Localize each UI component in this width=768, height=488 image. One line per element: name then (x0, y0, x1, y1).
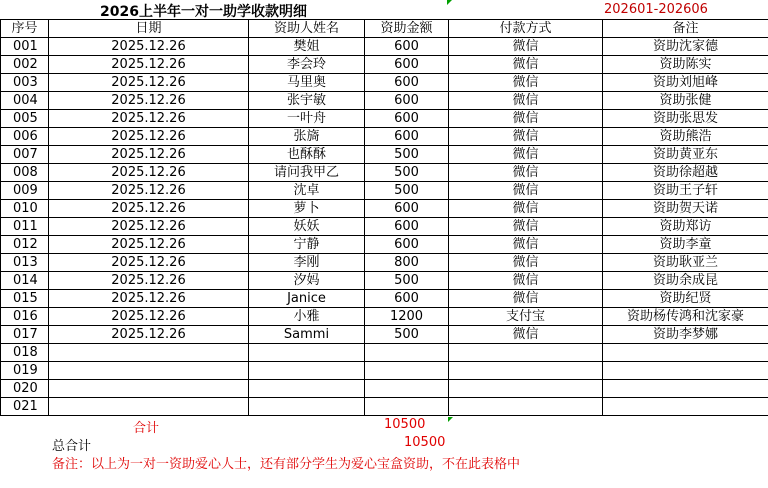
cell-empty[interactable] (249, 380, 365, 398)
cell-name[interactable]: 宁静 (249, 236, 365, 254)
cell-note[interactable]: 资助张健 (603, 92, 768, 110)
donation-table (0, 19, 768, 416)
cell-empty[interactable] (449, 380, 603, 398)
cell-note[interactable]: 资助贺天诺 (603, 200, 768, 218)
cell-note[interactable]: 资助熊浩 (603, 128, 768, 146)
cell-seq[interactable]: 017 (1, 326, 49, 344)
cell-seq[interactable]: 015 (1, 290, 49, 308)
header-amount[interactable]: 资助金额 (365, 20, 449, 38)
cell-amount[interactable]: 600 (365, 236, 449, 254)
cell-method[interactable]: 微信 (449, 236, 603, 254)
cell-note[interactable]: 资助纪贤 (603, 290, 768, 308)
cell-amount[interactable]: 600 (365, 74, 449, 92)
cell-name[interactable]: 马里奥 (249, 74, 365, 92)
table-row (1, 200, 768, 218)
cell-method[interactable]: 微信 (449, 290, 603, 308)
cell-empty[interactable] (365, 362, 449, 380)
table-row (1, 326, 768, 344)
cell-amount[interactable]: 500 (365, 326, 449, 344)
header-date[interactable]: 日期 (49, 20, 249, 38)
subtotal-value[interactable]: 10500 (384, 417, 426, 432)
cell-empty[interactable] (449, 398, 603, 416)
cell-name[interactable]: 张宇敏 (249, 92, 365, 110)
cell-note[interactable]: 资助杨传鸿和沈家豪 (603, 308, 768, 326)
cell-date[interactable]: 2025.12.26 (49, 200, 249, 218)
cell-name[interactable]: 樊姐 (249, 38, 365, 56)
cell-seq[interactable]: 014 (1, 272, 49, 290)
table-row (1, 254, 768, 272)
cell-name[interactable]: 请问我甲乙 (249, 164, 365, 182)
cell-method[interactable]: 微信 (449, 164, 603, 182)
cell-empty[interactable] (603, 362, 768, 380)
cell-method[interactable]: 微信 (449, 110, 603, 128)
table-row (1, 380, 768, 398)
cell-date[interactable]: 2025.12.26 (49, 236, 249, 254)
cell-note[interactable]: 资助耿亚兰 (603, 254, 768, 272)
cell-empty[interactable] (249, 344, 365, 362)
cell-seq[interactable]: 019 (1, 362, 49, 380)
cell-name[interactable]: 李刚 (249, 254, 365, 272)
cell-note[interactable]: 资助李梦娜 (603, 326, 768, 344)
cell-seq[interactable]: 009 (1, 182, 49, 200)
table-row (1, 56, 768, 74)
cell-empty[interactable] (49, 398, 249, 416)
table-row (1, 290, 768, 308)
cell-date[interactable]: 2025.12.26 (49, 74, 249, 92)
cell-name[interactable]: 萝卜 (249, 200, 365, 218)
cell-seq[interactable]: 021 (1, 398, 49, 416)
cell-amount[interactable]: 500 (365, 146, 449, 164)
cell-method[interactable]: 微信 (449, 326, 603, 344)
cell-date[interactable]: 2025.12.26 (49, 218, 249, 236)
cell-name[interactable]: 沈卓 (249, 182, 365, 200)
cell-date[interactable]: 2025.12.26 (49, 164, 249, 182)
cell-date[interactable]: 2025.12.26 (49, 182, 249, 200)
cell-name[interactable]: 也酥酥 (249, 146, 365, 164)
table-row (1, 218, 768, 236)
cell-seq[interactable]: 008 (1, 164, 49, 182)
table-row (1, 182, 768, 200)
cell-amount[interactable]: 600 (365, 110, 449, 128)
cell-note[interactable]: 资助陈实 (603, 56, 768, 74)
title-row (0, 0, 768, 19)
cell-method[interactable]: 微信 (449, 128, 603, 146)
table-row (1, 344, 768, 362)
cell-method[interactable]: 微信 (449, 38, 603, 56)
cell-seq[interactable]: 012 (1, 236, 49, 254)
cell-empty[interactable] (365, 344, 449, 362)
cell-note[interactable]: 资助沈家德 (603, 38, 768, 56)
cell-empty[interactable] (249, 362, 365, 380)
header-note[interactable]: 备注 (603, 20, 768, 38)
cell-note[interactable]: 资助黄亚东 (603, 146, 768, 164)
table-row (1, 362, 768, 380)
cell-date[interactable]: 2025.12.26 (49, 38, 249, 56)
cell-seq[interactable]: 020 (1, 380, 49, 398)
cell-name[interactable]: 小雅 (249, 308, 365, 326)
table-row (1, 110, 768, 128)
cell-seq[interactable]: 001 (1, 38, 49, 56)
cell-seq[interactable]: 002 (1, 56, 49, 74)
remark-text[interactable]: 备注：以上为一对一资助爱心人士，还有部分学生为爱心宝盒资助，不在此表格中 (52, 457, 521, 472)
cell-name[interactable]: 妖妖 (249, 218, 365, 236)
cell-note[interactable]: 资助李童 (603, 236, 768, 254)
cell-date[interactable]: 2025.12.26 (49, 254, 249, 272)
cell-name[interactable]: 李会玲 (249, 56, 365, 74)
total-row (0, 435, 768, 452)
table-row (1, 272, 768, 290)
table-row (1, 164, 768, 182)
cell-name[interactable]: 一叶舟 (249, 110, 365, 128)
cell-amount[interactable]: 600 (365, 218, 449, 236)
table-row (1, 398, 768, 416)
cell-note[interactable]: 资助徐超越 (603, 164, 768, 182)
cell-empty[interactable] (249, 398, 365, 416)
header-row (1, 20, 768, 38)
cell-date[interactable]: 2025.12.26 (49, 110, 249, 128)
cell-note[interactable]: 资助刘旭峰 (603, 74, 768, 92)
cell-name[interactable]: 汐妈 (249, 272, 365, 290)
table-row (1, 74, 768, 92)
cell-amount[interactable]: 1200 (365, 308, 449, 326)
cell-seq[interactable]: 006 (1, 128, 49, 146)
cell-seq[interactable]: 007 (1, 146, 49, 164)
cell-amount[interactable]: 600 (365, 200, 449, 218)
cell-amount[interactable]: 800 (365, 254, 449, 272)
table-row (1, 146, 768, 164)
total-label[interactable]: 总合计 (52, 439, 92, 454)
header-name[interactable]: 资助人姓名 (249, 20, 365, 38)
cell-method[interactable]: 微信 (449, 200, 603, 218)
cell-amount[interactable]: 600 (365, 290, 449, 308)
cell-method[interactable]: 微信 (449, 218, 603, 236)
table-row (1, 128, 768, 146)
cell-note[interactable]: 资助王子轩 (603, 182, 768, 200)
table-row (1, 38, 768, 56)
cell-note[interactable]: 资助余成昆 (603, 272, 768, 290)
cell-date[interactable]: 2025.12.26 (49, 290, 249, 308)
cell-date[interactable]: 2025.12.26 (49, 308, 249, 326)
cell-seq[interactable]: 004 (1, 92, 49, 110)
cell-seq[interactable]: 003 (1, 74, 49, 92)
cell-empty[interactable] (365, 380, 449, 398)
cell-amount[interactable]: 600 (365, 128, 449, 146)
table-row (1, 92, 768, 110)
subtotal-label[interactable]: 合计 (133, 421, 160, 436)
cell-method[interactable]: 微信 (449, 182, 603, 200)
cell-date[interactable]: 2025.12.26 (49, 92, 249, 110)
cell-method[interactable]: 微信 (449, 146, 603, 164)
cell-name[interactable]: Sammi (249, 326, 365, 344)
cell-empty[interactable] (49, 380, 249, 398)
cell-amount[interactable]: 500 (365, 272, 449, 290)
cell-empty[interactable] (603, 380, 768, 398)
cell-empty[interactable] (603, 344, 768, 362)
cell-amount[interactable]: 600 (365, 38, 449, 56)
cell-method[interactable]: 微信 (449, 56, 603, 74)
cell-empty[interactable] (449, 344, 603, 362)
header-method[interactable]: 付款方式 (449, 20, 603, 38)
cell-marker-icon (448, 417, 453, 422)
cell-marker-icon (447, 0, 452, 5)
cell-seq[interactable]: 013 (1, 254, 49, 272)
cell-empty[interactable] (603, 398, 768, 416)
subtotal-row (0, 417, 768, 434)
cell-note[interactable]: 资助张思发 (603, 110, 768, 128)
cell-empty[interactable] (49, 344, 249, 362)
cell-name[interactable]: 张旖 (249, 128, 365, 146)
cell-seq[interactable]: 005 (1, 110, 49, 128)
table-row (1, 308, 768, 326)
period-label: 202601-202606 (604, 2, 708, 17)
cell-method[interactable]: 微信 (449, 92, 603, 110)
cell-empty[interactable] (449, 362, 603, 380)
table-row (1, 236, 768, 254)
cell-seq[interactable]: 011 (1, 218, 49, 236)
cell-amount[interactable]: 600 (365, 92, 449, 110)
cell-date[interactable]: 2025.12.26 (49, 326, 249, 344)
cell-method[interactable]: 微信 (449, 272, 603, 290)
cell-empty[interactable] (49, 362, 249, 380)
table-body (1, 20, 768, 416)
cell-note[interactable]: 资助郑访 (603, 218, 768, 236)
cell-method[interactable]: 微信 (449, 74, 603, 92)
cell-amount[interactable]: 600 (365, 56, 449, 74)
header-seq[interactable]: 序号 (1, 20, 49, 38)
cell-method[interactable]: 支付宝 (449, 308, 603, 326)
cell-amount[interactable]: 500 (365, 182, 449, 200)
cell-seq[interactable]: 018 (1, 344, 49, 362)
cell-date[interactable]: 2025.12.26 (49, 146, 249, 164)
cell-date[interactable]: 2025.12.26 (49, 272, 249, 290)
cell-amount[interactable]: 500 (365, 164, 449, 182)
cell-name[interactable]: Janice (249, 290, 365, 308)
sheet-title: 2026上半年一对一助学收款明细 (100, 4, 307, 20)
cell-date[interactable]: 2025.12.26 (49, 128, 249, 146)
cell-empty[interactable] (365, 398, 449, 416)
cell-seq[interactable]: 016 (1, 308, 49, 326)
cell-method[interactable]: 微信 (449, 254, 603, 272)
total-value[interactable]: 10500 (404, 435, 446, 450)
cell-seq[interactable]: 010 (1, 200, 49, 218)
cell-date[interactable]: 2025.12.26 (49, 56, 249, 74)
